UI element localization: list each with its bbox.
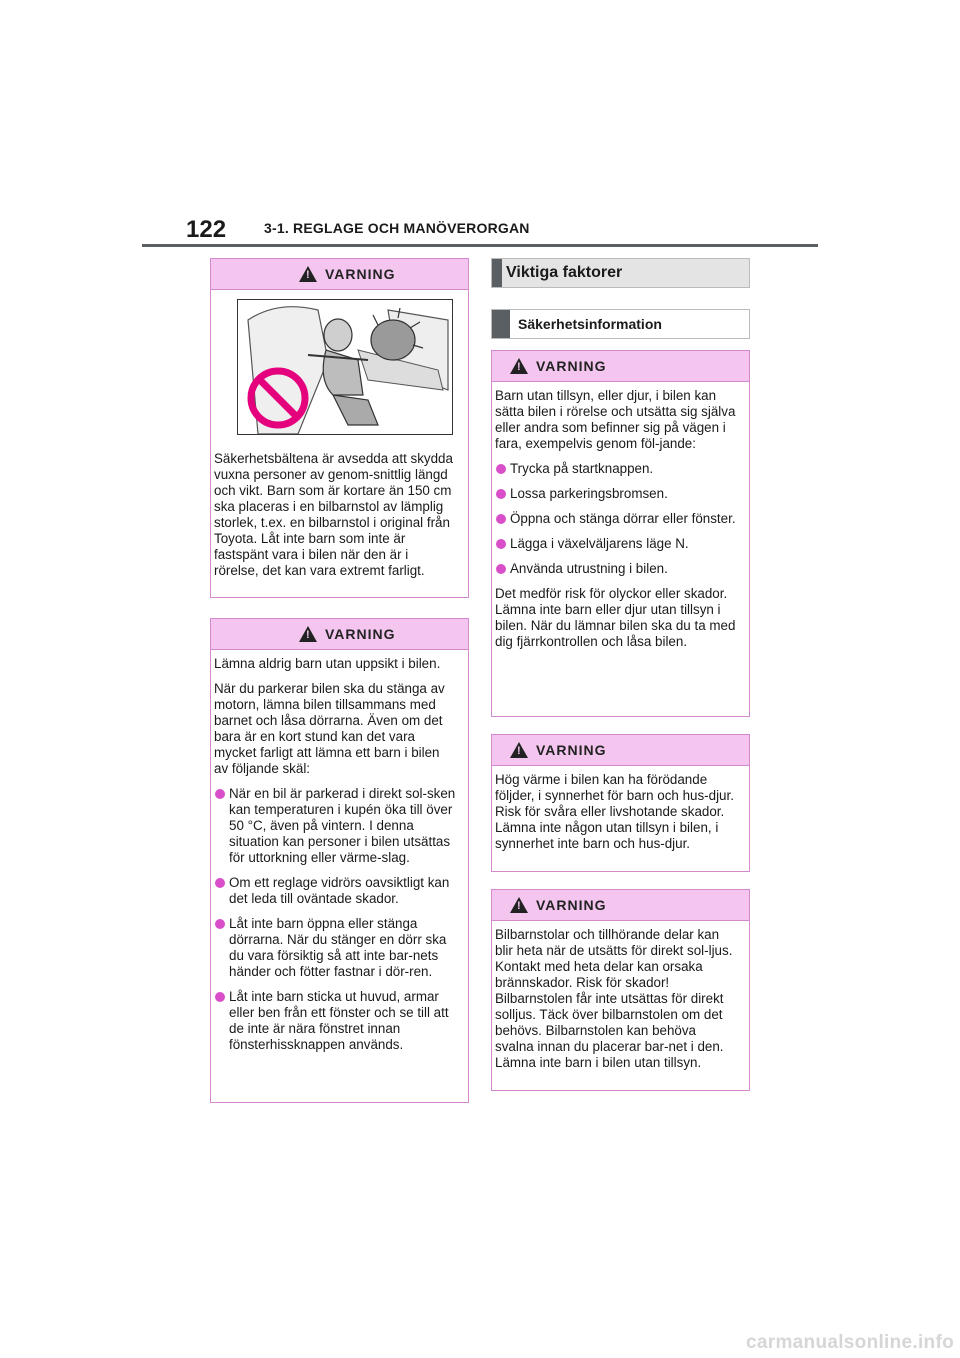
no-child-front-seat-illustration [237,299,453,435]
bullet-item: När en bil är parkerad i direkt sol-sken kan temperaturen i kupén öka till över 50 °C, även på vintern. I denna situation kan personer i bilen utsättas för uttorkning eller värme-slag. [214,786,456,866]
watermark: carmanualsonline.info [746,1332,954,1353]
warning-triangle-icon [299,626,317,642]
bullet-item: Lossa parkeringsbromsen. [495,486,737,502]
warning-box-heat [491,734,750,872]
warning-header [211,619,468,650]
warning-label: VARNING [325,626,396,642]
bullet-item: Använda utrustning i bilen. [495,561,737,577]
warning-paragraph: Det medför risk för olyckor eller skador. Lämna inte barn eller djur utan tillsyn i bilen. När du lämnar bilen ska du ta med dig fjärrkontrollen och låsa bilen. [495,586,736,649]
warning-triangle-icon [510,897,528,913]
warning-paragraph: När du parkerar bilen ska du stänga av motorn, lämna bilen tillsammans med barnet och låsa dörrarna. Även om det bara är en kort stund kan det vara mycket farligt att lämna ett barn i bilen av följande skäl: [214,681,445,776]
warning-text: Säkerhetsbältena är avsedda att skydda vuxna personer av genom-snittlig längd och vikt. Barn som är kortare än 150 cm ska placeras i en bilbarnstol av lämplig storlek, t.ex. en bilbarnstol i original från Toyota. Låt inte barn som inte är fastspänt vara i bilen när den är i rörelse, det kan vara extremt farligt. [214,451,453,578]
sub-heading-text: Säkerhetsinformation [518,316,662,332]
warning-header [492,351,749,382]
bullet-item: Öppna och stänga dörrar eller fönster. [495,511,737,527]
warning-box-seatbelt [210,258,469,598]
child-airbag-icon [238,300,452,434]
warning-header [492,890,749,921]
warning-text: Hög värme i bilen kan ha förödande följder, i synnerhet för barn och hus-djur. Risk för svåra eller livshotande skador. Lämna inte någon utan tillsyn i bilen, i synnerhet inte barn och hus-djur. [495,772,734,851]
warning-text: Bilbarnstolar och tillhörande delar kan blir heta när de utsätts för direkt sol-ljus. Kontakt med heta delar kan orsaka brännskador. Risk för skador! Bilbarnstolen får inte utsättas för direkt solljus. Täck över bilbarnstolen om det behövs. Bilbarnstolen kan behöva svalna innan du placerar bar-net i den. Lämna inte barn i bilen utan tillsyn. [495,927,733,1070]
bullet-item: Låt inte barn öppna eller stänga dörrarna. När du stänger en dörr ska du vara försiktig så att inte bar-nets händer och fötter fastnar i dör-ren. [214,916,456,980]
bullet-item: Om ett reglage vidrörs oavsiktligt kan det leda till oväntade skador. [214,875,456,907]
warning-triangle-icon [510,358,528,374]
sub-heading [491,309,750,339]
warning-box-unattended-child [210,618,469,1103]
page-number: 122 [186,216,227,243]
section-heading [491,258,750,288]
bullet-item: Lägga i växelväljarens läge N. [495,536,737,552]
warning-triangle-icon [299,266,317,282]
warning-header [211,259,468,290]
warning-label: VARNING [536,742,607,758]
warning-label: VARNING [536,358,607,374]
warning-label: VARNING [325,266,396,282]
warning-paragraph: Barn utan tillsyn, eller djur, i bilen kan sätta bilen i rörelse och utsätta sig själva eller andra som befinner sig på vägen i fara, exempelvis genom föl-jande: [495,388,736,451]
header-divider [142,244,818,247]
bullet-item: Trycka på startknappen. [495,461,737,477]
warning-paragraph: Lämna aldrig barn utan uppsikt i bilen. [214,656,441,671]
page-header [186,212,826,246]
warning-box-hot-child-seat [491,889,750,1091]
warning-triangle-icon [510,742,528,758]
section-heading-text: Viktiga faktorer [506,264,623,281]
warning-box-unattended-moving [491,350,750,717]
heading-bar [492,259,502,287]
bullet-item: Låt inte barn sticka ut huvud, armar eller ben från ett fönster och se till att de inte är nära fönstret innan fönsterhissknappen används. [214,989,456,1053]
section-title: 3-1. REGLAGE OCH MANÖVERORGAN [264,220,530,236]
warning-label: VARNING [536,897,607,913]
heading-bar [492,310,510,338]
warning-header [492,735,749,766]
